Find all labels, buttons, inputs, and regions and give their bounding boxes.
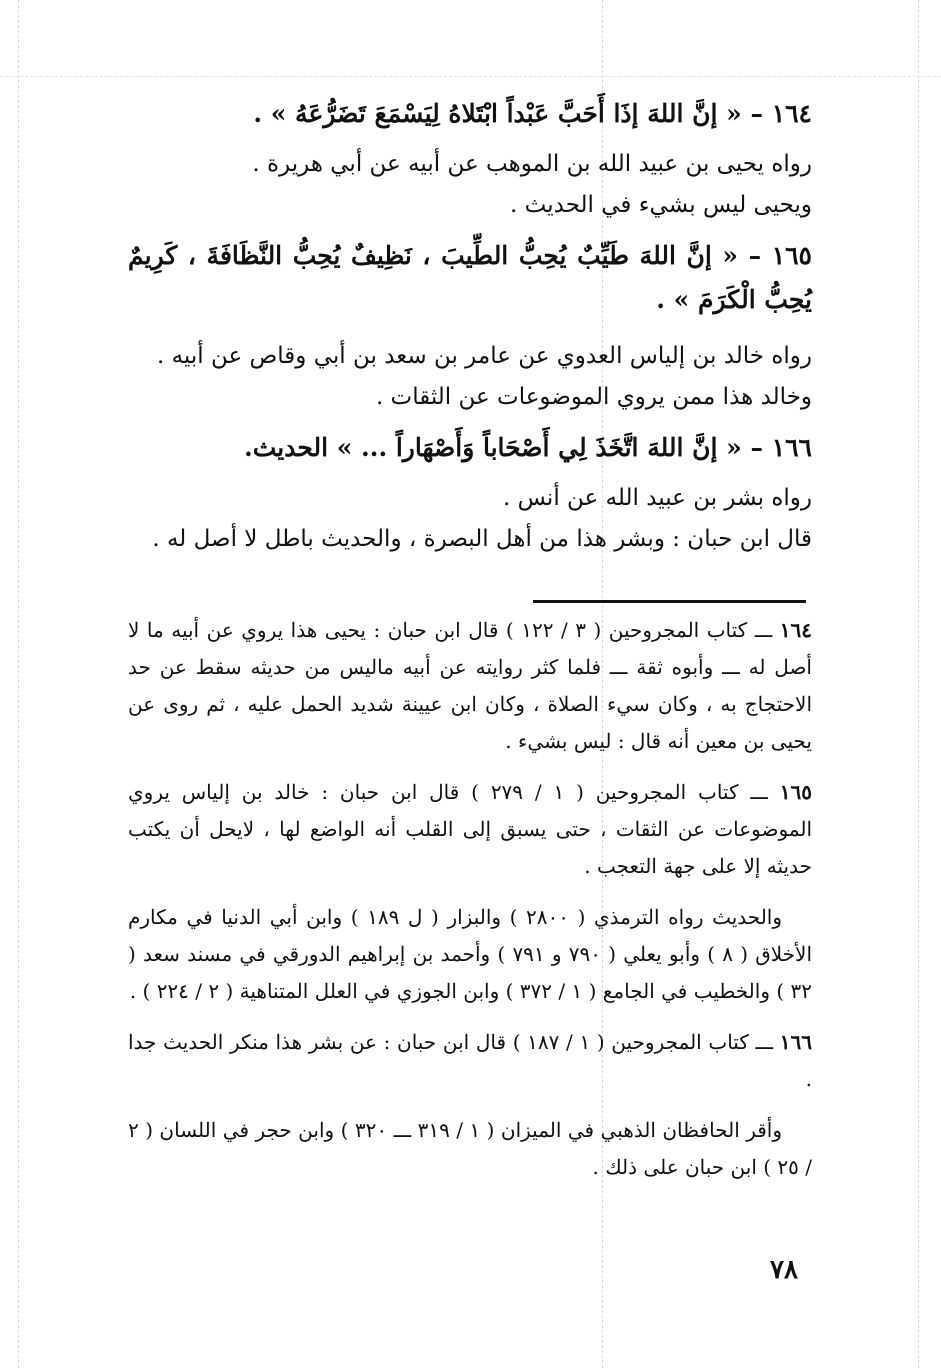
scan-guide-line: [0, 76, 941, 77]
footnote-text: وأقر الحافظان الذهبي في الميزان ( ١ / ٣١٩ ـــ ٣٢٠ ) وابن حجر في اللسان ( ٢ / ٢٥ ) ابن حبان على ذلك .: [128, 1118, 812, 1179]
footnote-text: ـــ كتاب المجروحين ( ١ / ١٨٧ ) قال ابن حبان : عن بشر هذا منكر الحديث جدا .: [128, 1030, 812, 1091]
hadith-165: ١٦٥ – « إنَّ اللهَ طَيِّبٌ يُحِبُّ الطِّيبَ ، نَظِيفٌ يُحِبُّ النَّظَافَةَ ، كَرِيمٌ يُحِبُّ الْكَرَمَ » .: [128, 241, 812, 314]
scan-guide-line: [918, 0, 919, 1368]
footnote-number: ١٦٤: [779, 618, 813, 642]
scan-guide-line: [18, 0, 19, 1368]
main-text: [128, 92, 812, 560]
footnote-divider: [533, 600, 806, 603]
hadith-165-comment: وخالد هذا ممن يروي الموضوعات عن الثقات .: [375, 384, 812, 410]
footnote-text: ـــ كتاب المجروحين ( ١ / ٢٧٩ ) قال ابن حبان : خالد بن إلياس يروي الموضوعات عن الثقات ، حتى يسبق إلى القلب أنه الواضع لها ، لايحل أن يكتب حديثه إلا على جهة التعجب .: [128, 780, 812, 878]
page-number: ٧٨: [770, 1255, 798, 1285]
footnote-165-extra: [128, 899, 812, 1010]
hadith-166-comment: قال ابن حبان : وبشر هذا من أهل البصرة ، والحديث باطل لا أصل له .: [152, 526, 812, 552]
hadith-164-comment: ويحيى ليس بشيء في الحديث .: [510, 192, 812, 218]
hadith-166-narration: رواه بشر بن عبيد الله عن أنس .: [502, 485, 812, 511]
hadith-164-narration: رواه يحيى بن عبيد الله بن الموهب عن أبيه عن أبي هريرة .: [252, 151, 812, 177]
hadith-166: ١٦٦ – « إنَّ اللهَ اتَّخَذَ لِي أَصْحَاباً وَأَصْهَاراً ... » الحديث.: [243, 433, 812, 462]
footnote-166: [128, 1024, 812, 1098]
footnote-165: [128, 774, 812, 885]
footnote-number: ١٦٥: [779, 780, 812, 804]
footnote-text: والحديث رواه الترمذي ( ٢٨٠٠ ) والبزار ( ل ١٨٩ ) وابن أبي الدنيا في مكارم الأخلاق ( ٨ ) وأبو يعلي ( ٧٩٠ و ٧٩١ ) وأحمد بن إبراهيم الدورقي في مسند سعد ( ٣٢ ) والخطيب في الجامع ( ١ / ٣٧٢ ) وابن الجوزي في العلل المتناهية ( ٢ / ٢٢٤ ) .: [128, 905, 812, 1003]
footnote-text: ـــ كتاب المجروحين ( ٣ / ١٢٢ ) قال ابن حبان : يحيى هذا يروي عن أبيه ما لا أصل له ـــ وأبوه ثقة ـــ فلما كثر روايته عن أبيه ماليس من حديثه سقط عن حد الاحتجاج به ، وكان سيء الصلاة ، وكان ابن عيينة شديد الحمل عليه ، ثم روى عن يحيى بن معين أنه قال : ليس بشيء .: [128, 618, 812, 753]
hadith-165-narration: رواه خالد بن إلياس العدوي عن عامر بن سعد بن أبي وقاص عن أبيه .: [156, 343, 812, 369]
hadith-164: ١٦٤ – « إنَّ اللهَ إذَا أَحَبَّ عَبْداً ابْتَلاهُ لِيَسْمَعَ تَضَرُّعَهُ » .: [253, 99, 812, 128]
footnote-164: [128, 612, 812, 760]
footnote-number: ١٦٦: [779, 1030, 812, 1054]
footnote-166-extra: [128, 1112, 812, 1186]
footnotes: [128, 612, 812, 1200]
